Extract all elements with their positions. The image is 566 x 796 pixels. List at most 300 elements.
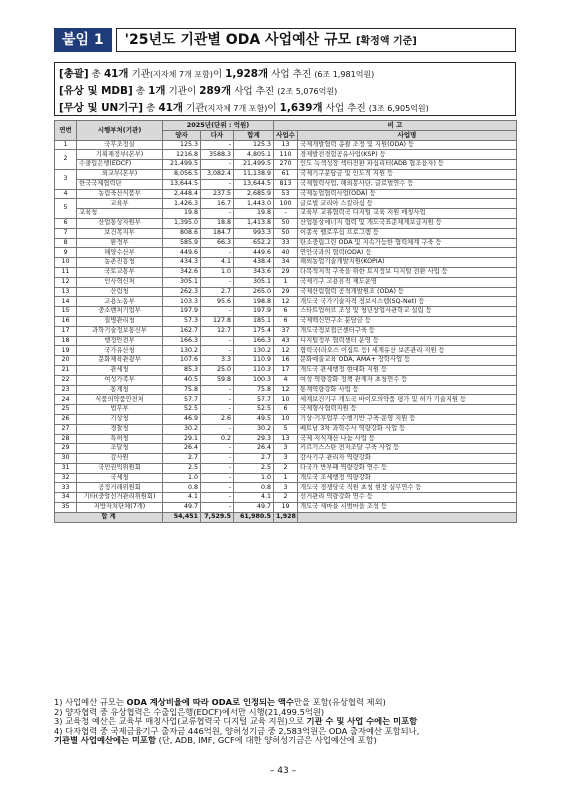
cell-sum: 175.4 <box>234 326 274 336</box>
cell-remark: 통계역량강화 사업 등 <box>298 385 517 395</box>
cell-remark: 문화예술교육 ODA, AMA+ 장학사업 등 <box>298 356 517 366</box>
cell-remark: 감사기구 관리자 역량강화 <box>298 454 517 464</box>
table-row <box>55 444 517 454</box>
cell-count: 61 <box>274 169 298 179</box>
cell-remark: 인도 녹색성장 섹터전환 파십리터(ADB 협조융자) 등 <box>298 160 517 170</box>
title-main: '25년도 기관별 ODA 사업예산 규모 <box>124 32 352 48</box>
cell-sum: 343.6 <box>234 267 274 277</box>
table-row <box>55 297 517 307</box>
cell-multi: 18.8 <box>201 218 234 228</box>
cell-grant: 57.7 <box>163 395 201 405</box>
cell-count: 13 <box>274 140 298 150</box>
cell-count: 12 <box>274 297 298 307</box>
footnote <box>54 717 524 727</box>
footnote-pre: 3) 교육청 예산은 교육부 매칭사업(교류협력국 디지털 교육 지원)으로 <box>54 717 307 727</box>
cell-remark: 탄소중립그린 ODA 및 지속가능한 협력체계 구축 등 <box>298 238 517 248</box>
table-row <box>55 395 517 405</box>
table-row <box>55 473 517 483</box>
page-number: – 43 – <box>269 766 297 776</box>
cell-sum: 75.8 <box>234 385 274 395</box>
summary-n2: 1,928개 <box>225 68 269 80</box>
summary-n2: 289개 <box>199 85 232 97</box>
cell-remark: 산업통상에너지 협력 및 개도국표준체계보급지원 등 <box>298 218 517 228</box>
summary-line <box>59 100 511 117</box>
cell-remark: 연안국과의 협력(ODA) 등 <box>298 248 517 258</box>
cell-sum: 52.5 <box>234 405 274 415</box>
cell-grant: 2.5 <box>163 463 201 473</box>
cell-multi: - <box>201 493 234 503</box>
summary-p1: 총 <box>132 86 149 97</box>
cell-agency: 한국국제협력단 <box>77 179 163 189</box>
summary-p1: 총 <box>143 103 159 114</box>
header-count: 사업수 <box>274 130 298 140</box>
cell-count: 16 <box>274 356 298 366</box>
summary-s2: (2조 5,076억원) <box>277 87 338 96</box>
footnote <box>54 698 524 708</box>
cell-remark: 국제개발협력 총괄 조정 및 지원(ODA) 등 <box>298 140 517 150</box>
cell-count: 5 <box>274 424 298 434</box>
cell-sum: 49.7 <box>234 503 274 513</box>
cell-multi: 25.0 <box>201 365 234 375</box>
summary-p3: 이 <box>267 103 280 114</box>
cell-no: 9 <box>55 248 77 258</box>
footnote <box>54 727 524 737</box>
cell-sum: 30.2 <box>234 424 274 434</box>
cell-multi: - <box>201 160 234 170</box>
cell-agency: 농림축산식품부 <box>77 189 163 199</box>
cell-grant: 52.5 <box>163 405 201 415</box>
summary-n1: 1개 <box>148 85 166 97</box>
cell-count: 10 <box>274 395 298 405</box>
cell-remark: 교육부 교류협력국 디지털 교육 지원 매칭사업 <box>298 209 517 219</box>
table-row <box>55 405 517 415</box>
cell-multi: - <box>201 395 234 405</box>
cell-sum: 198.8 <box>234 297 274 307</box>
cell-agency: 기상청 <box>77 414 163 424</box>
cell-grant: 85.3 <box>163 365 201 375</box>
cell-count: 813 <box>274 179 298 189</box>
cell-grant: 57.3 <box>163 316 201 326</box>
cell-sum: 19.8 <box>234 209 274 219</box>
cell-no: 10 <box>55 258 77 268</box>
cell-sum: 185.1 <box>234 316 274 326</box>
cell-remark: 개도국 새마을 시범마을 조성 등 <box>298 503 517 513</box>
cell-no: 18 <box>55 336 77 346</box>
table-row <box>55 463 517 473</box>
total-row <box>55 512 517 522</box>
summary-p4: 사업 추진 <box>231 86 278 97</box>
table-body <box>55 140 517 522</box>
cell-grant: 305.1 <box>163 277 201 287</box>
cell-no: 13 <box>55 287 77 297</box>
cell-count: 34 <box>274 258 298 268</box>
cell-agency: 기획재정부(본부) <box>77 150 163 160</box>
cell-no: 6 <box>55 218 77 228</box>
cell-grant: 166.3 <box>163 336 201 346</box>
cell-remark: 국제협력사업, 해외봉사단, 글로벌연수 등 <box>298 179 517 189</box>
cell-grant: 449.6 <box>163 248 201 258</box>
cell-agency: 국민권익위원회 <box>77 463 163 473</box>
cell-remark: 국제 지식재산 나눔 사업 등 <box>298 434 517 444</box>
cell-count: 6 <box>274 307 298 317</box>
cell-no: 27 <box>55 424 77 434</box>
total-multi: 7,529.5 <box>201 512 234 522</box>
cell-sum: 57.7 <box>234 395 274 405</box>
cell-grant: 1,426.3 <box>163 199 201 209</box>
cell-grant: 75.8 <box>163 385 201 395</box>
cell-agency: 기타(중앙선거관리위원회) <box>77 493 163 503</box>
cell-count: 40 <box>274 248 298 258</box>
cell-count: 1 <box>274 473 298 483</box>
table-row <box>55 199 517 209</box>
cell-agency: 국토교통부 <box>77 267 163 277</box>
cell-agency: 교육부 <box>77 199 163 209</box>
footnote-bold: 기관 수 및 사업 수에는 미포함 <box>306 717 418 727</box>
cell-grant: 342.6 <box>163 267 201 277</box>
cell-remark: 국제백신연구소 분담금 등 <box>298 316 517 326</box>
cell-multi: 2.7 <box>201 287 234 297</box>
cell-remark: 다목적지적 구축을 위한 토지정보 디지털 전환 사업 등 <box>298 267 517 277</box>
table-row <box>55 267 517 277</box>
cell-grant: 13,644.5 <box>163 179 201 189</box>
cell-multi: 95.6 <box>201 297 234 307</box>
cell-sum: 26.4 <box>234 444 274 454</box>
cell-sum: 449.6 <box>234 248 274 258</box>
cell-remark: 국제기구 고용휴직 제도운영 <box>298 277 517 287</box>
cell-multi: - <box>201 454 234 464</box>
cell-count: 50 <box>274 218 298 228</box>
summary-s2: (6조 1,981억원) <box>314 70 375 79</box>
cell-sum: 13,644.5 <box>234 179 274 189</box>
cell-multi: 59.8 <box>201 375 234 385</box>
cell-grant: 125.3 <box>163 140 201 150</box>
footnote <box>54 736 524 746</box>
cell-count: 6 <box>274 405 298 415</box>
cell-agency: 조달청 <box>77 444 163 454</box>
cell-count: 100 <box>274 199 298 209</box>
cell-count: 3 <box>274 454 298 464</box>
footnote-bold: 기관별 사업예산에는 미포함 <box>54 736 156 746</box>
cell-multi: - <box>201 405 234 415</box>
cell-count: 2 <box>274 463 298 473</box>
cell-sum: 29.3 <box>234 434 274 444</box>
cell-count: 10 <box>274 414 298 424</box>
footnote-post: 만을 포함(유상협력 제외) <box>293 698 386 707</box>
summary-p4: 사업 추진 <box>322 103 369 114</box>
summary-n2: 1,639개 <box>279 102 323 114</box>
cell-sum: 2,685.9 <box>234 189 274 199</box>
cell-count: 12 <box>274 385 298 395</box>
page-title <box>116 28 516 52</box>
cell-grant: 0.8 <box>163 483 201 493</box>
table-row <box>55 238 517 248</box>
cell-agency: 고용노동부 <box>77 297 163 307</box>
cell-count: 3 <box>274 483 298 493</box>
cell-grant: 49.7 <box>163 503 201 513</box>
table-row <box>55 503 517 513</box>
cell-grant: 585.9 <box>163 238 201 248</box>
cell-multi: 184.7 <box>201 228 234 238</box>
cell-no: 35 <box>55 503 77 513</box>
table-row <box>55 248 517 258</box>
summary-line <box>59 83 511 100</box>
cell-multi: 2.6 <box>201 414 234 424</box>
cell-agency: 중소벤처기업부 <box>77 307 163 317</box>
table-row <box>55 356 517 366</box>
cell-agency: 법무부 <box>77 405 163 415</box>
table-row <box>55 483 517 493</box>
summary-box <box>54 62 516 116</box>
table-row <box>55 218 517 228</box>
summary-head: [유상 및 MDB] <box>59 85 133 97</box>
cell-count: 43 <box>274 336 298 346</box>
summary-p4: 사업 추진 <box>268 69 315 80</box>
cell-remark: 국제기구분담금 및 인도적 지원 등 <box>298 169 517 179</box>
footnote-pre: 2) 양자협력 중 유상협력은 수출입은행(EDCF)에서만 시행(21,499.5억원) <box>54 707 325 717</box>
cell-count: 37 <box>274 326 298 336</box>
cell-agency: 여성가족부 <box>77 375 163 385</box>
cell-no: 24 <box>55 395 77 405</box>
cell-grant: 29.1 <box>163 434 201 444</box>
cell-agency: 경찰청 <box>77 424 163 434</box>
table-row <box>55 169 517 179</box>
cell-no: 3 <box>55 169 77 189</box>
cell-grant: 1216.8 <box>163 150 201 160</box>
title-row <box>54 28 516 52</box>
cell-remark: 선거관리 역량강화 연수 등 <box>298 493 517 503</box>
footnote-bold: ODA 계상비율에 따라 ODA로 인정되는 액수 <box>126 698 294 707</box>
cell-grant: 197.9 <box>163 307 201 317</box>
footnote-post: (단, ADB, IMF, GCF에 대한 양허성기금은 사업예산에 포함) <box>155 736 377 746</box>
header-no: 연번 <box>55 121 77 141</box>
cell-no: 17 <box>55 326 77 336</box>
cell-sum: 130.2 <box>234 346 274 356</box>
cell-agency: 인사혁신처 <box>77 277 163 287</box>
summary-p2: 기관 <box>182 103 205 114</box>
cell-agency: 과학기술정보통신부 <box>77 326 163 336</box>
summary-s1: (지자체 7개 포함) <box>204 104 268 113</box>
cell-no: 5 <box>55 199 77 219</box>
cell-multi: - <box>201 307 234 317</box>
cell-sum: 166.3 <box>234 336 274 346</box>
cell-no: 29 <box>55 444 77 454</box>
summary-p1: 총 <box>88 69 104 80</box>
cell-count: 29 <box>274 287 298 297</box>
cell-multi: - <box>201 483 234 493</box>
cell-no: 26 <box>55 414 77 424</box>
cell-grant: 26.4 <box>163 444 201 454</box>
cell-sum: 265.0 <box>234 287 274 297</box>
table-row <box>55 150 517 160</box>
cell-agency: 국무조정실 <box>77 140 163 150</box>
cell-count: 2 <box>274 493 298 503</box>
cell-multi: 3588.3 <box>201 150 234 160</box>
total-grant: 54,451 <box>163 512 201 522</box>
cell-remark: 국제농업협력사업(ODA) 등 <box>298 189 517 199</box>
total-label: 합 계 <box>55 512 163 522</box>
cell-grant: 1.0 <box>163 473 201 483</box>
cell-sum: 1,413.8 <box>234 218 274 228</box>
header-budget-group: 2025년(단위 : 억원) <box>163 121 274 131</box>
cell-agency: 해양수산부 <box>77 248 163 258</box>
footnote <box>54 708 524 718</box>
cell-sum: 305.1 <box>234 277 274 287</box>
header-sum: 합계 <box>234 130 274 140</box>
cell-multi: 3,082.4 <box>201 169 234 179</box>
cell-multi: - <box>201 385 234 395</box>
cell-multi: - <box>201 463 234 473</box>
cell-no: 30 <box>55 454 77 464</box>
cell-multi: 127.8 <box>201 316 234 326</box>
cell-agency: 산림청 <box>77 287 163 297</box>
cell-sum: 1.0 <box>234 473 274 483</box>
total-sum: 61,980.5 <box>234 512 274 522</box>
cell-no: 21 <box>55 365 77 375</box>
summary-s2: (3조 6,905억원) <box>368 104 429 113</box>
cell-remark: 키르기스스탄 전자조달 구축 사업 등 <box>298 444 517 454</box>
cell-grant: 103.3 <box>163 297 201 307</box>
cell-count: 29 <box>274 267 298 277</box>
cell-multi: 237.5 <box>201 189 234 199</box>
cell-grant: 808.6 <box>163 228 201 238</box>
cell-sum: 2.5 <box>234 463 274 473</box>
cell-sum: 125.3 <box>234 140 274 150</box>
cell-agency: 교육청 <box>77 209 163 219</box>
cell-agency: 통계청 <box>77 385 163 395</box>
cell-sum: 1,443.0 <box>234 199 274 209</box>
header-remark: 사업명 <box>298 130 517 140</box>
cell-remark: 기상·기후업무 수행기반 구축·운영 지원 등 <box>298 414 517 424</box>
cell-grant: 162.7 <box>163 326 201 336</box>
cell-count: 17 <box>274 365 298 375</box>
cell-count: 53 <box>274 189 298 199</box>
cell-grant: 30.2 <box>163 424 201 434</box>
cell-no: 8 <box>55 238 77 248</box>
summary-head: [총괄] <box>59 68 89 80</box>
cell-multi: 0.2 <box>201 434 234 444</box>
cell-count: - <box>274 209 298 219</box>
cell-agency: 지방자치단체(7개) <box>77 503 163 513</box>
table-row <box>55 375 517 385</box>
footnote-pre: 1) 사업예산 규모는 <box>54 698 127 707</box>
cell-no: 14 <box>55 297 77 307</box>
cell-multi: 12.7 <box>201 326 234 336</box>
cell-no: 25 <box>55 405 77 415</box>
cell-grant: 1,395.0 <box>163 218 201 228</box>
cell-sum: 438.4 <box>234 258 274 268</box>
table-row <box>55 365 517 375</box>
cell-remark: 이종욱 펠로우십 프로그램 등 <box>298 228 517 238</box>
cell-remark: 디지털정부 협력센터 운영 등 <box>298 336 517 346</box>
cell-multi: - <box>201 209 234 219</box>
budget-table <box>54 120 517 523</box>
cell-remark: 개도국 국가기술자격 정보시스템(SQ-Net) 등 <box>298 297 517 307</box>
cell-grant: 46.9 <box>163 414 201 424</box>
cell-remark: 개도국정보접근센터구축 등 <box>298 326 517 336</box>
cell-remark: 개도국 조세행정 역량강화 <box>298 473 517 483</box>
total-count: 1,928 <box>274 512 298 522</box>
summary-p2: 기관이 <box>165 86 200 97</box>
table-row <box>55 336 517 346</box>
cell-no: 7 <box>55 228 77 238</box>
cell-agency: 환경부 <box>77 238 163 248</box>
cell-remark: 개도국 관세행정 현대화 지원 등 <box>298 365 517 375</box>
cell-multi: - <box>201 473 234 483</box>
cell-remark: 개도국 경쟁당국 직원 초청 현장 실무연수 등 <box>298 483 517 493</box>
table-row <box>55 160 517 170</box>
summary-n1: 41개 <box>103 68 129 80</box>
cell-no: 33 <box>55 483 77 493</box>
header-remark-group: 비 고 <box>274 121 517 131</box>
summary-n1: 41개 <box>158 102 183 114</box>
table-row <box>55 140 517 150</box>
table-row <box>55 277 517 287</box>
summary-s1: (지자체 7개 포함) <box>150 70 213 79</box>
summary-head: [무상 및 UN기구] <box>59 102 144 114</box>
table-row <box>55 179 517 189</box>
cell-multi: 1.0 <box>201 267 234 277</box>
cell-multi: - <box>201 503 234 513</box>
cell-agency: 국가유산청 <box>77 346 163 356</box>
cell-no: 12 <box>55 277 77 287</box>
table-row <box>55 287 517 297</box>
cell-grant: 8,056.5 <box>163 169 201 179</box>
table-row <box>55 228 517 238</box>
cell-no: 4 <box>55 189 77 199</box>
cell-agency: 관세청 <box>77 365 163 375</box>
cell-multi: - <box>201 444 234 454</box>
cell-grant: 434.3 <box>163 258 201 268</box>
cell-agency: 행정안전부 <box>77 336 163 346</box>
cell-sum: 0.8 <box>234 483 274 493</box>
table-row <box>55 316 517 326</box>
table-row <box>55 493 517 503</box>
cell-no: 11 <box>55 267 77 277</box>
cell-count: 19 <box>274 503 298 513</box>
cell-multi: - <box>201 248 234 258</box>
table-row <box>55 326 517 336</box>
table-row <box>55 209 517 219</box>
cell-sum: 110.3 <box>234 365 274 375</box>
cell-remark: 협력국(라오스 이집트 등) 세계유산 보존관리 지원 등 <box>298 346 517 356</box>
cell-sum: 100.3 <box>234 375 274 385</box>
cell-no: 22 <box>55 375 77 385</box>
cell-agency: 식품의약품안전처 <box>77 395 163 405</box>
cell-agency: 보건복지부 <box>77 228 163 238</box>
cell-no: 34 <box>55 493 77 503</box>
cell-remark: 다국가 반부패 역량강화 연수 등 <box>298 463 517 473</box>
cell-no: 15 <box>55 307 77 317</box>
cell-agency: 감사원 <box>77 454 163 464</box>
cell-agency: 질병관리청 <box>77 316 163 326</box>
total-remark <box>298 512 517 522</box>
header-agency: 시행부처(기관) <box>77 121 163 141</box>
cell-sum: 11,138.9 <box>234 169 274 179</box>
cell-grant: 130.2 <box>163 346 201 356</box>
summary-p2: 기관 <box>128 69 151 80</box>
cell-count: 6 <box>274 316 298 326</box>
cell-agency: 농촌진흥청 <box>77 258 163 268</box>
cell-agency: 수출입은행(EDCF) <box>77 160 163 170</box>
cell-count: 33 <box>274 238 298 248</box>
cell-agency: 특허청 <box>77 434 163 444</box>
cell-no: 32 <box>55 473 77 483</box>
cell-agency: 국세청 <box>77 473 163 483</box>
cell-count: 270 <box>274 160 298 170</box>
cell-multi: - <box>201 346 234 356</box>
cell-sum: 110.9 <box>234 356 274 366</box>
cell-sum: 4,805.1 <box>234 150 274 160</box>
